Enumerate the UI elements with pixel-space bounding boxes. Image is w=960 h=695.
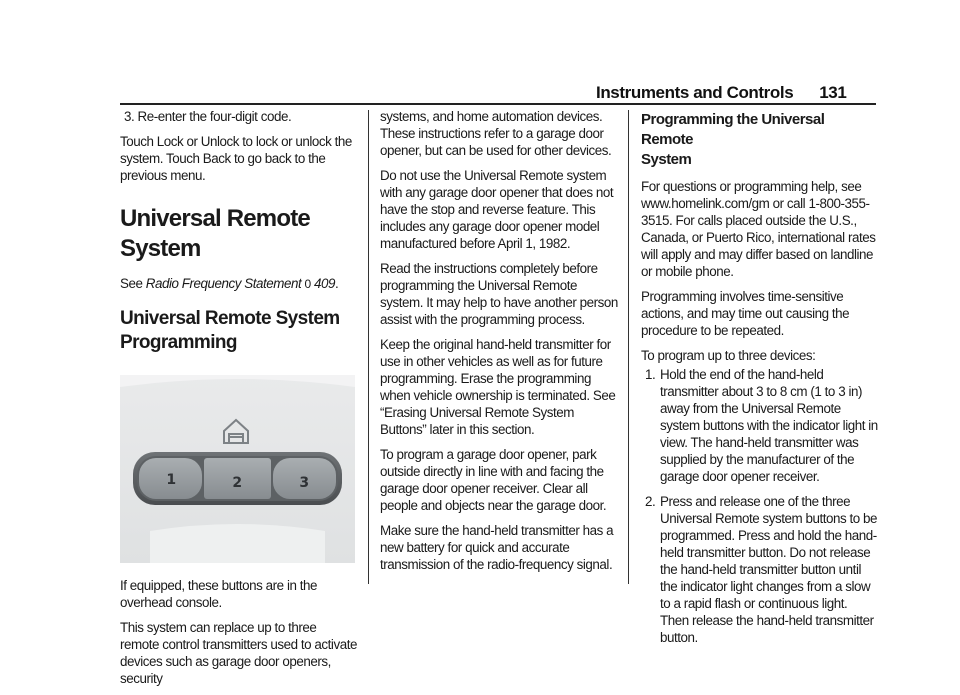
heading-programming-system-line2: System xyxy=(641,151,692,168)
paragraph-program-opener: To program a garage door opener, park outside directly in line with and facing the garage door opener receiver. Clear all people and objects near the garage door. xyxy=(380,447,607,513)
step-text: Hold the end of the hand-held transmitter about 3 to 8 cm (1 to 3 in) away from the Universal Remote system buttons with the indicator light in view. The hand-held transmitter was supplied by the manufacturer of the garage door opener receiver. xyxy=(660,367,878,484)
column-divider-1 xyxy=(368,110,369,584)
heading-programming-system xyxy=(641,110,879,170)
step-3-text: 3. Re-enter the four-digit code. xyxy=(124,109,292,124)
paragraph-continued: systems, and home automation devices. These instructions refer to a garage door opener, but can be used for other devices. xyxy=(380,109,612,158)
heading-programming-line1: Universal Remote System xyxy=(120,308,340,329)
page-number: 131 xyxy=(819,83,847,102)
heading-programming-line2: Programming xyxy=(120,332,237,353)
paragraph-to-program: To program up to three devices: xyxy=(641,348,816,363)
paragraph-if-equipped: If equipped, these buttons are in the overhead console. xyxy=(120,578,318,610)
column-1 xyxy=(120,108,358,695)
list-item xyxy=(641,493,879,646)
list-item xyxy=(641,366,879,485)
paragraph-do-not-use: Do not use the Universal Remote system with any garage door opener that does not have the stop and reverse feature. This includes any garage door opener model manufactured before April 1, 1982. xyxy=(380,168,614,251)
heading-programming xyxy=(120,307,358,355)
reference-page[interactable]: 409 xyxy=(314,276,336,291)
step-number: 2. xyxy=(645,494,656,509)
page-header xyxy=(596,83,846,103)
page-ref-arrow-icon: 0 xyxy=(304,277,311,291)
heading-universal-remote-system: Universal Remote System xyxy=(120,205,310,262)
remote-button-2-label: 2 xyxy=(232,475,242,491)
paragraph-read-instructions: Read the instructions completely before programming the Universal Remote system. It may help to have another person assist with the programming process. xyxy=(380,261,618,327)
column-2 xyxy=(380,108,620,581)
paragraph-keep-transmitter: Keep the original hand-held transmitter for use in other vehicles as well as for future programming. Erase the programming when vehicle ownership is terminated. See “Erasing Universal Remote System Buttons” later in this section. xyxy=(380,337,616,437)
column-3 xyxy=(641,108,879,654)
paragraph-battery: Make sure the hand-held transmitter has a new battery for quick and accurate transmission of the radio-frequency signal. xyxy=(380,523,614,572)
step-number: 1. xyxy=(645,367,656,382)
see-suffix: . xyxy=(335,276,339,291)
header-rule xyxy=(120,103,876,105)
paragraph-touch-lock: Touch Lock or Unlock to lock or unlock the system. Touch Back to go back to the previous menu. xyxy=(120,134,352,183)
paragraph-questions: For questions or programming help, see www.homelink.com/gm or call 1-800-355-3515. For calls placed outside the U.S., Canada, or Puerto Rico, international rates will apply and may differ based on landline or mobile phone. xyxy=(641,179,876,279)
remote-button-1-label: 1 xyxy=(166,472,176,488)
column-divider-2 xyxy=(628,110,629,584)
reference-link[interactable]: Radio Frequency Statement xyxy=(145,276,302,291)
remote-button-3-label: 3 xyxy=(299,475,309,491)
see-reference xyxy=(120,275,358,293)
heading-programming-system-line1: Programming the Universal Remote xyxy=(641,111,825,148)
step-text: Press and release one of the three Universal Remote system buttons to be programmed. Press and hold the hand-held transmitter button. Do not release the hand-held transmitter button until the indicator light changes from a slow to a rapid flash or continuous light. Then release the hand-held transmitter button. xyxy=(660,494,878,645)
paragraph-time-sensitive: Programming involves time-sensitive actions, and may time out causing the procedure to be repeated. xyxy=(641,289,850,338)
section-title: Instruments and Controls xyxy=(596,83,794,102)
overhead-console-figure xyxy=(120,375,355,563)
see-prefix: See xyxy=(120,276,146,291)
programming-steps xyxy=(641,366,879,646)
paragraph-replace-transmitters: This system can replace up to three remote control transmitters used to activate devices such as garage door openers, security xyxy=(120,620,357,686)
